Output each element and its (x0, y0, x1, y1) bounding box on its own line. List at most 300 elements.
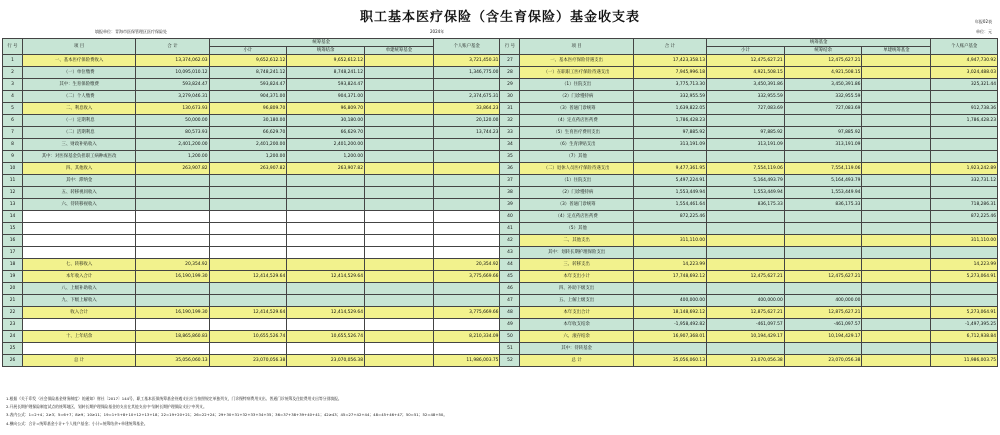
total-value (633, 283, 706, 295)
table-row (3, 139, 998, 151)
row-label: （4）定点药店医药费 (520, 211, 633, 223)
pooled-balance-value: 9,652,612.12 (287, 55, 365, 67)
row-number: 33 (500, 127, 520, 139)
total-value: 13,374,062.03 (136, 55, 209, 67)
personal-account-value: 20,120.00 (433, 115, 500, 127)
subtotal-value (209, 187, 287, 199)
report-title: 职工基本医疗保险（含生育保险）基金收支表 (359, 10, 640, 25)
personal-account-value: 912,738.36 (931, 103, 998, 115)
personal-account-value (931, 127, 998, 139)
pooled-balance-value: 904,371.00 (287, 91, 365, 103)
row-number: 31 (500, 103, 520, 115)
row-number: 46 (500, 283, 520, 295)
personal-account-value (433, 139, 500, 151)
row-number: 48 (500, 307, 520, 319)
personal-account-value: 20,354.92 (433, 259, 500, 271)
single-fund-value (862, 271, 931, 283)
total-value: 5,497,224.91 (633, 175, 706, 187)
single-fund-value (365, 91, 434, 103)
total-value: 1,639,822.05 (633, 103, 706, 115)
row-number: 18 (3, 259, 23, 271)
row-label (22, 211, 135, 223)
table-row (3, 55, 998, 67)
single-fund-value (365, 307, 434, 319)
row-label: （二）个人缴费 (22, 91, 135, 103)
subtotal-value: 332,955.59 (707, 91, 785, 103)
row-label: 二、利息收入 (22, 103, 135, 115)
subtotal-value: 1,200.00 (209, 151, 287, 163)
pooled-balance-value: 263,907.82 (287, 163, 365, 175)
table-row (3, 223, 998, 235)
single-fund-value (365, 151, 434, 163)
table-row (3, 247, 998, 259)
single-fund-value (862, 355, 931, 367)
row-label: （1）住院支出 (520, 175, 633, 187)
personal-account-value: 6,712,938.84 (931, 331, 998, 343)
row-label: （7）其他 (520, 151, 633, 163)
pooled-balance-value: 66,629.70 (287, 127, 365, 139)
subtotal-value: 23,070,056.38 (209, 355, 287, 367)
pooled-balance-value: 593,824.47 (287, 79, 365, 91)
pooled-balance-value (287, 211, 365, 223)
single-fund-value (862, 307, 931, 319)
subtotal-value (707, 259, 785, 271)
row-number: 39 (500, 199, 520, 211)
row-label: 五、转移视同收入 (22, 187, 135, 199)
single-fund-value (365, 235, 434, 247)
personal-account-value (433, 199, 500, 211)
subtotal-value (707, 283, 785, 295)
row-label: （一）定期利息 (22, 115, 135, 127)
personal-account-value (931, 247, 998, 259)
row-label: 十、上年结余 (22, 331, 135, 343)
subtotal-value (209, 247, 287, 259)
personal-account-value (931, 187, 998, 199)
total-value (136, 211, 209, 223)
header-total: 合 计 (136, 39, 209, 55)
subtotal-value: 7,554,119.06 (707, 163, 785, 175)
single-fund-value (365, 259, 434, 271)
row-label: （2）门诊慢特病 (520, 187, 633, 199)
personal-account-value: 14,223.99 (931, 259, 998, 271)
row-label: 收入合计 (22, 307, 135, 319)
table-row (3, 163, 998, 175)
table-row (3, 319, 998, 331)
single-fund-value (365, 211, 434, 223)
single-fund-value (862, 163, 931, 175)
row-number: 6 (3, 115, 23, 127)
row-number: 22 (3, 307, 23, 319)
subtotal-value: 1,553,449.94 (707, 187, 785, 199)
row-label: （二）退休人员医疗保险待遇支出 (520, 163, 633, 175)
single-fund-value (365, 67, 434, 79)
personal-account-value: 3,024,488.03 (931, 67, 998, 79)
footnotes (6, 395, 447, 428)
personal-account-value: 3,775,669.66 (433, 271, 500, 283)
header-single-fund: 单建统筹基金 (365, 47, 434, 55)
subtotal-value: 12,414,529.64 (209, 307, 287, 319)
subtotal-value: 2,401,200.00 (209, 139, 287, 151)
row-label: 三、转移支出 (520, 259, 633, 271)
row-number: 50 (500, 331, 520, 343)
subtotal-value: 10,655,526.74 (209, 331, 287, 343)
total-value (136, 199, 209, 211)
single-fund-value (862, 319, 931, 331)
personal-account-value: 872,225.46 (931, 211, 998, 223)
pooled-balance-value: 12,475,627.21 (784, 271, 862, 283)
single-fund-value (365, 283, 434, 295)
personal-account-value (931, 139, 998, 151)
table-row (3, 331, 998, 343)
personal-account-value (931, 223, 998, 235)
subtotal-value (209, 319, 287, 331)
row-label: 九、下级上解收入 (22, 295, 135, 307)
table-row (3, 91, 998, 103)
subtotal-value: 97,885.92 (707, 127, 785, 139)
row-number: 51 (500, 343, 520, 355)
row-label: 其中：生育保险缴费 (22, 79, 135, 91)
footnote: 1.根据《关于印发〈社会保险基金财务制度〉的通知》财社〔2017〕144号，职工基本医保统筹基金待遇支出应当按照规定单独列支，门诊慢特病费用支出、普通门诊统筹及住院费用支出等分别填报。 (6, 396, 342, 401)
single-fund-value (365, 55, 434, 67)
total-value: 2,401,200.00 (136, 139, 209, 151)
row-number: 3 (3, 79, 23, 91)
pooled-balance-value (287, 175, 365, 187)
personal-account-value: 1,346,775.00 (433, 67, 500, 79)
subtotal-value: 12,414,529.64 (209, 271, 287, 283)
row-number: 12 (3, 187, 23, 199)
single-fund-value (862, 235, 931, 247)
subtotal-value: 4,921,508.15 (707, 67, 785, 79)
personal-account-value: 4,947,730.92 (931, 55, 998, 67)
row-number: 7 (3, 127, 23, 139)
total-value: 80,573.93 (136, 127, 209, 139)
pooled-balance-value (287, 235, 365, 247)
pooled-balance-value (784, 115, 862, 127)
row-label: 二、其他支出 (520, 235, 633, 247)
single-fund-value (365, 223, 434, 235)
personal-account-value: 1,923,242.89 (931, 163, 998, 175)
row-label: （3）普通门诊统筹 (520, 199, 633, 211)
pooled-balance-value: 313,191.09 (784, 139, 862, 151)
row-label: 其中：划转长期护理保险支出 (520, 247, 633, 259)
row-label: 六、待转移视收入 (22, 199, 135, 211)
header-personal-account-right: 个人账户基金 (931, 39, 998, 55)
total-value: 130,673.93 (136, 103, 209, 115)
personal-account-value (433, 223, 500, 235)
subtotal-value: 96,809.70 (209, 103, 287, 115)
pooled-balance-value: 23,070,056.38 (287, 355, 365, 367)
header-row-no-right: 行 号 (500, 39, 520, 55)
total-value (633, 343, 706, 355)
pooled-balance-value: 12,414,529.64 (287, 307, 365, 319)
header-pooled-balance: 统筹结余 (287, 47, 365, 55)
personal-account-value: 33,864.23 (433, 103, 500, 115)
personal-account-value (433, 79, 500, 91)
row-label: 六、滚存结余 (520, 331, 633, 343)
table-row (3, 151, 998, 163)
pooled-balance-value (784, 151, 862, 163)
personal-account-value: 11,986,003.75 (433, 355, 500, 367)
row-number: 30 (500, 91, 520, 103)
row-number: 16 (3, 235, 23, 247)
single-fund-value (862, 247, 931, 259)
personal-account-value: 718,286.31 (931, 199, 998, 211)
row-label: （3）普通门诊统筹 (520, 103, 633, 115)
row-label: 本年收入合计 (22, 271, 135, 283)
row-label (22, 343, 135, 355)
row-number: 38 (500, 187, 520, 199)
pooled-balance-value: 12,475,627.21 (784, 55, 862, 67)
row-number: 41 (500, 223, 520, 235)
total-value: 3,279,046.31 (136, 91, 209, 103)
table-row (3, 187, 998, 199)
single-fund-value (862, 223, 931, 235)
header-pooled-balance-right: 统筹结余 (784, 47, 862, 55)
row-label: （2）门诊慢特病 (520, 91, 633, 103)
row-label: 八、上级补助收入 (22, 283, 135, 295)
subtotal-value: 10,194,429.17 (707, 331, 785, 343)
row-number: 28 (500, 67, 520, 79)
header-item: 项 目 (22, 39, 135, 55)
personal-account-value (433, 187, 500, 199)
row-number: 37 (500, 175, 520, 187)
total-value (633, 223, 706, 235)
row-label: （一）在职职工医疗保险待遇支出 (520, 67, 633, 79)
footnote: 3.表内公式：1=2+4；2≥3；5=6+7；8≥9；10≥11；19=1+5+8+10+12+13+18；22=19+20+21；26=22+24；29+30+31+32+33+34+35；36=37+38+39+40+41；42≥43；45=27+42+44；48=45+46+47；50=51；52=48+50。 (6, 412, 448, 418)
subtotal-value (209, 283, 287, 295)
single-fund-value (365, 103, 434, 115)
row-number: 25 (3, 343, 23, 355)
pooled-balance-value: 30,180.00 (287, 115, 365, 127)
personal-account-value: 13,744.23 (433, 127, 500, 139)
footnote: 4.横向公式：合计=统筹基金小计+个人账户基金；小计=统筹结余+单建统筹基金。 (6, 420, 148, 426)
single-fund-value (365, 163, 434, 175)
subtotal-value: 313,191.09 (707, 139, 785, 151)
total-value (633, 247, 706, 259)
personal-account-value (433, 175, 500, 187)
single-fund-value (862, 139, 931, 151)
table-row (3, 175, 998, 187)
pooled-balance-value: 2,401,200.00 (287, 139, 365, 151)
row-label: 其中：待转基金 (520, 343, 633, 355)
table-row (3, 283, 998, 295)
total-value: 97,885.92 (633, 127, 706, 139)
table-number: 年报02表 (974, 19, 992, 24)
single-fund-value (862, 211, 931, 223)
total-value: 313,191.09 (633, 139, 706, 151)
row-label: 本年支出合计 (520, 307, 633, 319)
personal-account-value: -1,497,395.25 (931, 319, 998, 331)
personal-account-value (931, 283, 998, 295)
personal-account-value (433, 211, 500, 223)
total-value: 18,865,860.83 (136, 331, 209, 343)
pooled-balance-value: 836,175.33 (784, 199, 862, 211)
total-value: 1,786,428.23 (633, 115, 706, 127)
row-number: 1 (3, 55, 23, 67)
row-number: 17 (3, 247, 23, 259)
total-value: 18,148,692.12 (633, 307, 706, 319)
personal-account-value (433, 295, 500, 307)
total-value: 332,955.59 (633, 91, 706, 103)
header-single-fund-right: 单建统筹基金 (862, 47, 931, 55)
header-pooled-fund-right: 统筹基金 (707, 39, 931, 47)
subtotal-value (209, 235, 287, 247)
row-number: 24 (3, 331, 23, 343)
pooled-balance-value: 12,875,627.21 (784, 307, 862, 319)
subtotal-value (209, 199, 287, 211)
personal-account-value: 5,273,064.91 (931, 271, 998, 283)
table-row (3, 343, 998, 355)
pooled-balance-value (784, 247, 862, 259)
row-number: 29 (500, 79, 520, 91)
pooled-balance-value (287, 259, 365, 271)
row-label: （1）住院支出 (520, 79, 633, 91)
table-row (3, 199, 998, 211)
single-fund-value (365, 271, 434, 283)
personal-account-value: 332,731.12 (931, 175, 998, 187)
personal-account-value: 11,986,003.75 (931, 355, 998, 367)
pooled-balance-value (287, 295, 365, 307)
personal-account-value: 8,210,334.09 (433, 331, 500, 343)
personal-account-value (931, 343, 998, 355)
subtotal-value (707, 223, 785, 235)
subtotal-value (209, 223, 287, 235)
total-value: 10,095,010.12 (136, 67, 209, 79)
subtotal-value (209, 295, 287, 307)
pooled-balance-value: 96,809.70 (287, 103, 365, 115)
pooled-balance-value (784, 283, 862, 295)
row-label: （5）生育医疗费用支出 (520, 127, 633, 139)
table-row (3, 103, 998, 115)
row-number: 27 (500, 55, 520, 67)
pooled-balance-value: 727,083.69 (784, 103, 862, 115)
personal-account-value: 3,721,450.31 (433, 55, 500, 67)
pooled-balance-value: 4,921,508.15 (784, 67, 862, 79)
pooled-balance-value (784, 211, 862, 223)
single-fund-value (862, 175, 931, 187)
pooled-balance-value (784, 235, 862, 247)
total-value: 311,110.00 (633, 235, 706, 247)
subtotal-value (209, 343, 287, 355)
single-fund-value (365, 175, 434, 187)
total-value (136, 283, 209, 295)
pooled-balance-value: 3,450,391.86 (784, 79, 862, 91)
row-number: 20 (3, 283, 23, 295)
table-row (3, 295, 998, 307)
header-personal-account: 个人账户基金 (433, 39, 500, 55)
row-label: 总 计 (520, 355, 633, 367)
row-label (22, 235, 135, 247)
reporting-unit: 填报单位：青海市医保管理区医疗保险处 (95, 29, 167, 34)
total-value (633, 151, 706, 163)
single-fund-value (365, 187, 434, 199)
total-value: 9,477,361.95 (633, 163, 706, 175)
total-value (136, 343, 209, 355)
pooled-balance-value: 7,554,119.06 (784, 163, 862, 175)
row-number: 42 (500, 235, 520, 247)
pooled-balance-value: 1,200.00 (287, 151, 365, 163)
currency-unit: 单位：元 (976, 29, 992, 34)
total-value: 14,223.99 (633, 259, 706, 271)
total-value: 1,554,461.64 (633, 199, 706, 211)
single-fund-value (862, 187, 931, 199)
total-value (136, 247, 209, 259)
row-number: 44 (500, 259, 520, 271)
total-value: 3,775,713.30 (633, 79, 706, 91)
row-number: 47 (500, 295, 520, 307)
table-row (3, 211, 998, 223)
row-number: 8 (3, 139, 23, 151)
subtotal-value: 400,000.00 (707, 295, 785, 307)
subtotal-value: 66,629.70 (209, 127, 287, 139)
single-fund-value (365, 343, 434, 355)
row-label: （6）生育津贴支出 (520, 139, 633, 151)
row-label: 其中：滞纳金 (22, 175, 135, 187)
personal-account-value (433, 283, 500, 295)
row-number: 49 (500, 319, 520, 331)
single-fund-value (365, 199, 434, 211)
pooled-balance-value (287, 343, 365, 355)
row-number: 34 (500, 139, 520, 151)
row-label: 其中：对医保基金负担职工病种或医改 (22, 151, 135, 163)
single-fund-value (862, 343, 931, 355)
personal-account-value: 3,775,669.66 (433, 307, 500, 319)
single-fund-value (365, 295, 434, 307)
header-row-no: 行 号 (3, 39, 23, 55)
footnote: 2.开展长期护理保险制度试点的统筹地区，划转长期护理保险基金的支出在其他支出中"划转长期护理保险支出"中列支。 (6, 404, 207, 410)
row-label: 四、其他收入 (22, 163, 135, 175)
row-label (22, 319, 135, 331)
subtotal-value: 9,652,612.12 (209, 55, 287, 67)
pooled-balance-value: 10,655,526.74 (287, 331, 365, 343)
subtotal-value: 3,450,391.86 (707, 79, 785, 91)
personal-account-value: 325,321.44 (931, 79, 998, 91)
subtotal-value: 836,175.33 (707, 199, 785, 211)
row-label: 一、基本医疗保险待遇支出 (520, 55, 633, 67)
total-value (136, 235, 209, 247)
total-value (136, 319, 209, 331)
single-fund-value (365, 319, 434, 331)
subtotal-value: 593,824.47 (209, 79, 287, 91)
row-number: 21 (3, 295, 23, 307)
subtotal-value (707, 211, 785, 223)
pooled-balance-value (784, 259, 862, 271)
total-value: 50,000.00 (136, 115, 209, 127)
subtotal-value: 12,475,627.21 (707, 55, 785, 67)
total-value: -1,958,492.82 (633, 319, 706, 331)
table-row (3, 307, 998, 319)
table-row (3, 67, 998, 79)
total-value: 7,945,996.18 (633, 67, 706, 79)
single-fund-value (365, 127, 434, 139)
total-value: 17,748,692.12 (633, 271, 706, 283)
single-fund-value (862, 331, 931, 343)
subtotal-value (707, 151, 785, 163)
personal-account-value: 311,110.00 (931, 235, 998, 247)
row-number: 13 (3, 199, 23, 211)
personal-account-value (931, 91, 998, 103)
row-number: 10 (3, 163, 23, 175)
row-number: 32 (500, 115, 520, 127)
total-value: 872,225.46 (633, 211, 706, 223)
pooled-balance-value (287, 223, 365, 235)
single-fund-value (862, 127, 931, 139)
pooled-balance-value: 1,553,449.94 (784, 187, 862, 199)
single-fund-value (365, 115, 434, 127)
single-fund-value (365, 247, 434, 259)
subtotal-value (209, 175, 287, 187)
subtotal-value (707, 343, 785, 355)
